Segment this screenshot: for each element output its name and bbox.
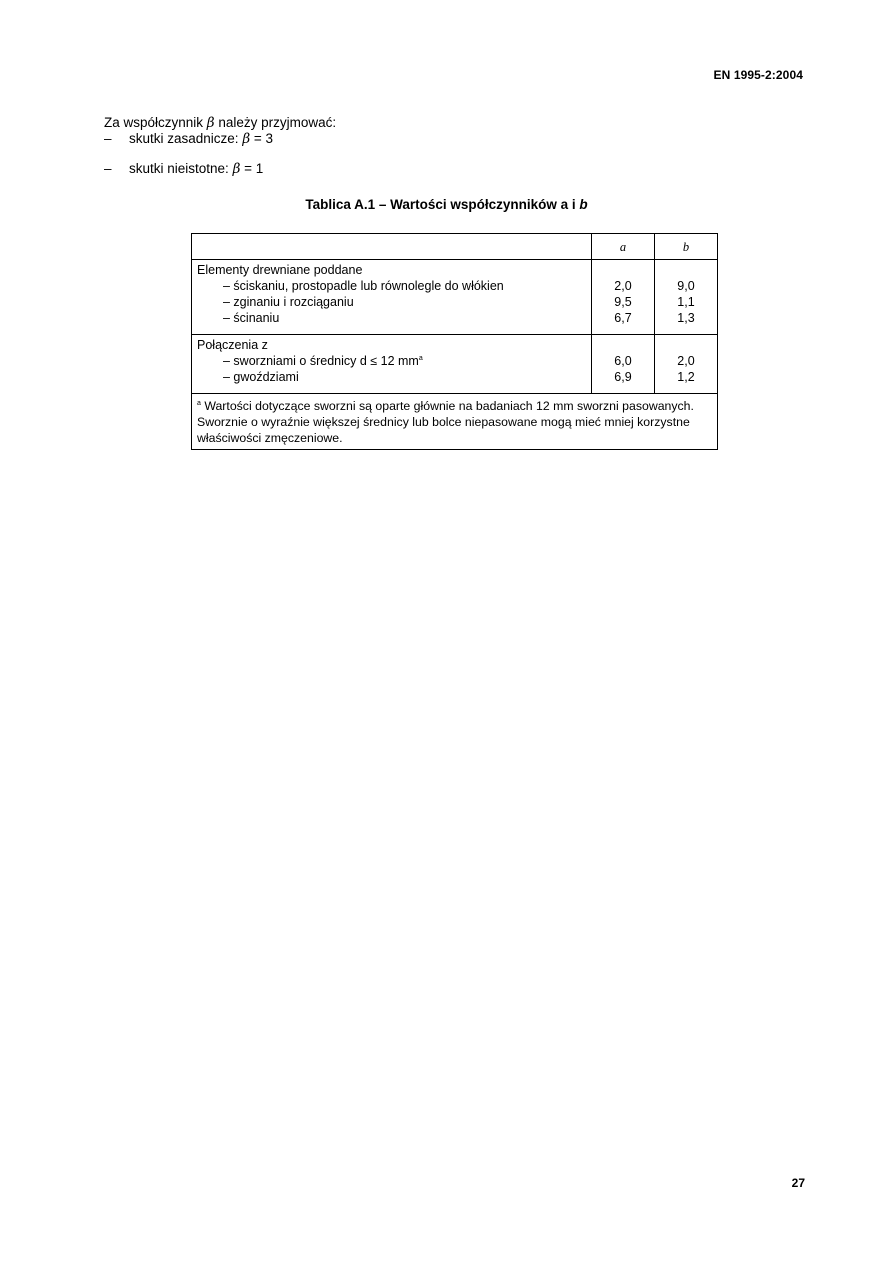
footnote-marker: a bbox=[197, 399, 201, 407]
footnote-text: Wartości dotyczące sworzni są oparte głównie na badaniach 12 mm sworzni pasowanych. Sworznie o wyraźnie większej średnicy lub bolce niepasowane mogą mieć mniej korzystne właściwości zmęczeniowe. bbox=[197, 399, 694, 445]
value-b: 1,2 bbox=[677, 370, 695, 384]
group-label-cell bbox=[192, 260, 592, 335]
row-label: – zginaniu i rozciąganiu bbox=[223, 295, 354, 309]
value-b: 9,0 bbox=[677, 279, 695, 293]
group-heading: Elementy drewniane poddane bbox=[197, 263, 363, 277]
intro-lead-rest: należy przyjmować: bbox=[214, 115, 337, 130]
value-a: 6,7 bbox=[614, 311, 632, 325]
footnote-cell bbox=[192, 394, 718, 450]
group-heading: Połączenia z bbox=[197, 338, 268, 352]
value-b: 2,0 bbox=[677, 354, 695, 368]
row-label: – sworzniami o średnicy d ≤ 12 mm bbox=[223, 354, 419, 368]
coefficients-table bbox=[191, 233, 718, 450]
row-label: – ścinaniu bbox=[223, 311, 280, 325]
group-label-cell bbox=[192, 335, 592, 394]
bullet-item bbox=[104, 131, 336, 147]
values-a-cell bbox=[592, 335, 655, 394]
page-number: 27 bbox=[791, 1176, 805, 1190]
footnote-ref: a bbox=[418, 354, 423, 362]
header-a: a bbox=[592, 234, 655, 260]
beta-symbol: β bbox=[232, 161, 241, 177]
row-label: – gwoździami bbox=[223, 370, 299, 384]
bullet-item bbox=[104, 161, 336, 177]
table-header-row bbox=[192, 234, 718, 260]
bullet-text: skutki nieistotne: bbox=[129, 161, 233, 176]
header-b: b bbox=[655, 234, 718, 260]
header-empty-cell bbox=[192, 234, 592, 260]
values-a-cell bbox=[592, 260, 655, 335]
value-a: 6,0 bbox=[614, 354, 632, 368]
table-title-italic: b bbox=[579, 197, 588, 212]
table-title bbox=[0, 197, 893, 212]
intro-section bbox=[104, 115, 336, 177]
value-b: 1,1 bbox=[677, 295, 695, 309]
row-label: – ściskaniu, prostopadle lub równolegle do włókien bbox=[223, 279, 504, 293]
bullet-value: = 1 bbox=[240, 161, 264, 176]
values-b-cell bbox=[655, 335, 718, 394]
bullet-text: skutki zasadnicze: bbox=[129, 131, 243, 146]
document-code: EN 1995-2:2004 bbox=[713, 68, 803, 82]
table-footnote-row bbox=[192, 394, 718, 450]
row-label-with-sup bbox=[197, 353, 586, 369]
bullet-dash: – bbox=[104, 131, 112, 146]
value-b: 1,3 bbox=[677, 311, 695, 325]
value-a: 6,9 bbox=[614, 370, 632, 384]
beta-symbol: β bbox=[242, 131, 251, 147]
table-row-timber bbox=[192, 260, 718, 335]
value-a: 2,0 bbox=[614, 279, 632, 293]
table-title-text: Tablica A.1 – Wartości współczynników a i bbox=[305, 197, 580, 212]
bullet-dash: – bbox=[104, 161, 112, 176]
table-row-connections bbox=[192, 335, 718, 394]
bullet-value: = 3 bbox=[250, 131, 274, 146]
intro-lead-text: Za współczynnik bbox=[104, 115, 207, 130]
intro-lead bbox=[104, 115, 336, 131]
beta-symbol: β bbox=[206, 115, 215, 131]
values-b-cell bbox=[655, 260, 718, 335]
value-a: 9,5 bbox=[614, 295, 632, 309]
